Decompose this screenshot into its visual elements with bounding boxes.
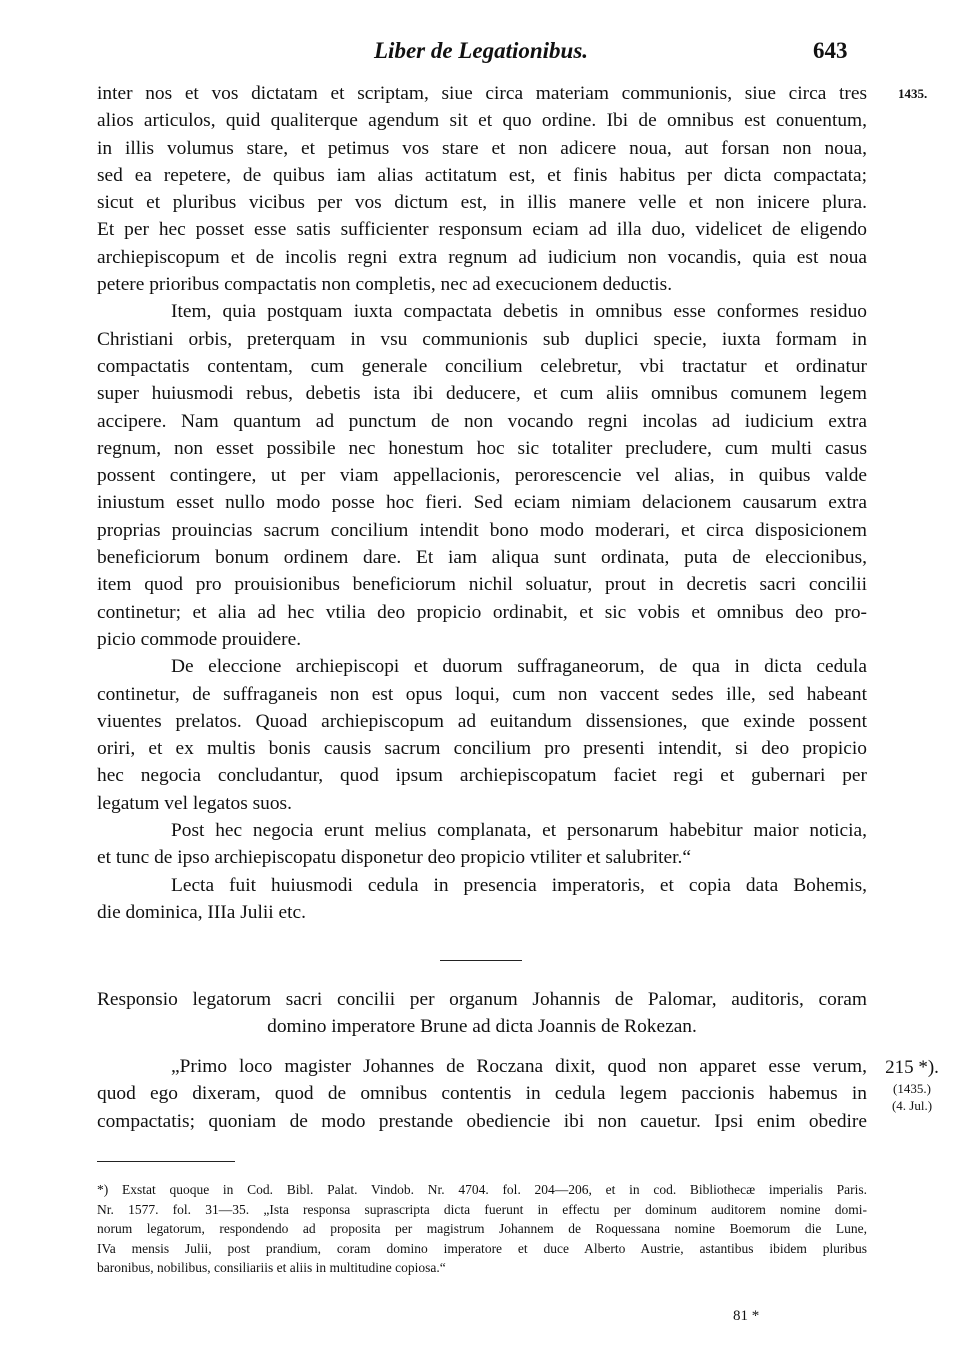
text-line: super huiusmodi rebus, debetis ista ibi deducere, et cum aliis omnibus comunem legem [97, 383, 867, 405]
margin-year: 1435. [898, 86, 928, 101]
heading-line: domino imperatore Brune ad dicta Joannis de Rokezan. [267, 1016, 697, 1038]
heading-line: Responsio legatorum sacri concilii per organum Johannis de Palomar, auditoris, coram [97, 989, 867, 1010]
text-line: beneficiorum bonum ordinem dare. Et iam aliqua sunt ordinata, puta de eleccionibus, [97, 547, 867, 569]
text-line: accipere. Nam quantum ad punctum de non vocando regni incolas ad iudicium extra [97, 410, 867, 432]
text-line: „Primo loco magister Johannes de Roczana dixit, quod non apparet esse verum, [171, 1056, 867, 1077]
text-line: continetur; et alia ad hec vtilia deo propicio ordinabit, et sic vobis et omnibus deo pro- [97, 601, 867, 623]
text-line: compactatis; quoniam de modo prestande obediencie ibi non cauetur. Ipsi enim obedire [97, 1110, 867, 1132]
doc-number: 215 *). [885, 1057, 939, 1078]
text-line: in illis volumus stare, et petimus vos stare et non adicere noua, aut forsan non noua, [97, 137, 867, 159]
text-line: Post hec negocia erunt melius complanata, et personarum habebitur maior noticia, [171, 820, 867, 842]
main-text [97, 80, 867, 926]
text-line: alios articulos, quid qualiterque agendum sit et quo ordine. Ibi de omnibus est conuentum, [97, 110, 867, 132]
text-line: et tunc de ipso archiepiscopatu disponetur deo propicio vtiliter et salubriter.“ [97, 847, 691, 869]
footnote-divider [97, 1161, 235, 1162]
footnote [97, 1180, 867, 1278]
doc-date: (4. Jul.) [891, 1098, 933, 1113]
text-line: sicut et pluribus vicibus per vos dictum est, in illis manere velle et non inicere plura. [97, 192, 867, 214]
text-line: proprias prouincias sacrum concilium intendit bono modo moderari, et circa disposicionem [97, 519, 867, 541]
text-line: oriri, et ex multis bonis causis sacrum concilium pro presenti intendit, si deo propicio [97, 738, 867, 760]
text-line: hec negocia concludantur, quod ipsum archiepiscopatum faciet regi et gubernari per [97, 765, 867, 787]
footnote-line: Nr. 1577. fol. 31—35. „Ista responsa suprascripta dicta fuerunt in effectu per dominum auditorem nomine domi- [97, 1201, 867, 1217]
text-line: legatum vel legatos suos. [97, 792, 292, 814]
text-line: De eleccione archiepiscopi et duorum suffraganeorum, de qua in dicta cedula [171, 656, 867, 678]
text-line: viuentes prelatos. Quoad archiepiscopum ad euitandum dissensiones, que exinde possent [97, 710, 867, 732]
text-line: possent contingere, ut per viam appellacionis, perorescencie vel alias, in quibus valde [97, 465, 867, 487]
doc-year: (1435.) [893, 1081, 931, 1096]
running-title: Liber de Legationibus. [374, 38, 589, 63]
text-line: Christiani orbis, preterquam in vsu communionis sub duplici specie, iuxta formam in [97, 328, 867, 350]
text-line: regnum, non esset possibile nec honestum hoc sic totaliter precludere, cum multi casus [97, 437, 867, 459]
page-number: 643 [813, 38, 848, 63]
text-line: Item, quia postquam iuxta compactata debetis in omnibus esse conformes residuo [171, 301, 867, 323]
sheet-signature: 81 * [733, 1308, 760, 1324]
text-line: picio commode prouidere. [97, 628, 302, 650]
text-line: quod ego dixeram, quod de omnibus contentis in cedula legem paccionis habemus in [97, 1083, 867, 1105]
second-text [97, 1053, 867, 1135]
margin-document-number [872, 1056, 952, 1114]
text-line: compactatis contentam, cum generale concilium celebretur, vbi tractatur et ordinatur [97, 355, 867, 377]
text-line: continetur, de suffraganeis non est opus loqui, cum non vaccent sedes ille, sed habeant [97, 683, 867, 705]
section-divider [440, 960, 522, 961]
text-line: archiepiscopum et de incolis regni extra regnum ad iudicium non vocandis, quia est noua [97, 246, 867, 268]
text-line: inter nos et vos dictatam et scriptam, siue circa materiam communionis, siue circa tres [97, 83, 867, 104]
footnote-line: IVa mensis Julii, post prandium, coram domino imperatore et duce Alberto Austrie, astantibus ibidem pluribus [97, 1240, 867, 1256]
footnote-line: *) Exstat quoque in Cod. Bibl. Palat. Vindob. Nr. 4704. fol. 204—206, et in cod. Bibliothecæ imperialis Paris. [97, 1182, 867, 1197]
text-line: petere prioribus compactatis non completis, nec ad execucionem deductis. [97, 274, 673, 296]
text-line: sed ea repetere, de quibus iam alias actitatum est, et finis habitus per dicta compactata; [97, 164, 867, 186]
footnote-line: norum legatorum, respondendo ad proposita per magistrum Johannem de Roquessana nomine Boemorum die Lune, [97, 1221, 867, 1236]
text-line: die dominica, IIIa Julii etc. [97, 901, 306, 923]
section-heading [97, 985, 867, 1040]
footnote-line: baronibus, nobilibus, consiliariis et aliis in multitudine copiosa.“ [97, 1260, 446, 1275]
text-line: Lecta fuit huiusmodi cedula in presencia imperatoris, et copia data Bohemis, [171, 874, 867, 896]
text-line: item quod pro prouisionibus beneficiorum nichil soluatur, prout in decretis sacri concilii [97, 574, 867, 596]
text-line: Et per hec posset esse satis sufficienter responsum eciam ad illa duo, videlicet de eligendo [97, 219, 867, 241]
text-line: iniustum esset nullo modo posse hoc fieri. Sed eciam nimiam delacionem causarum extra [97, 492, 867, 514]
